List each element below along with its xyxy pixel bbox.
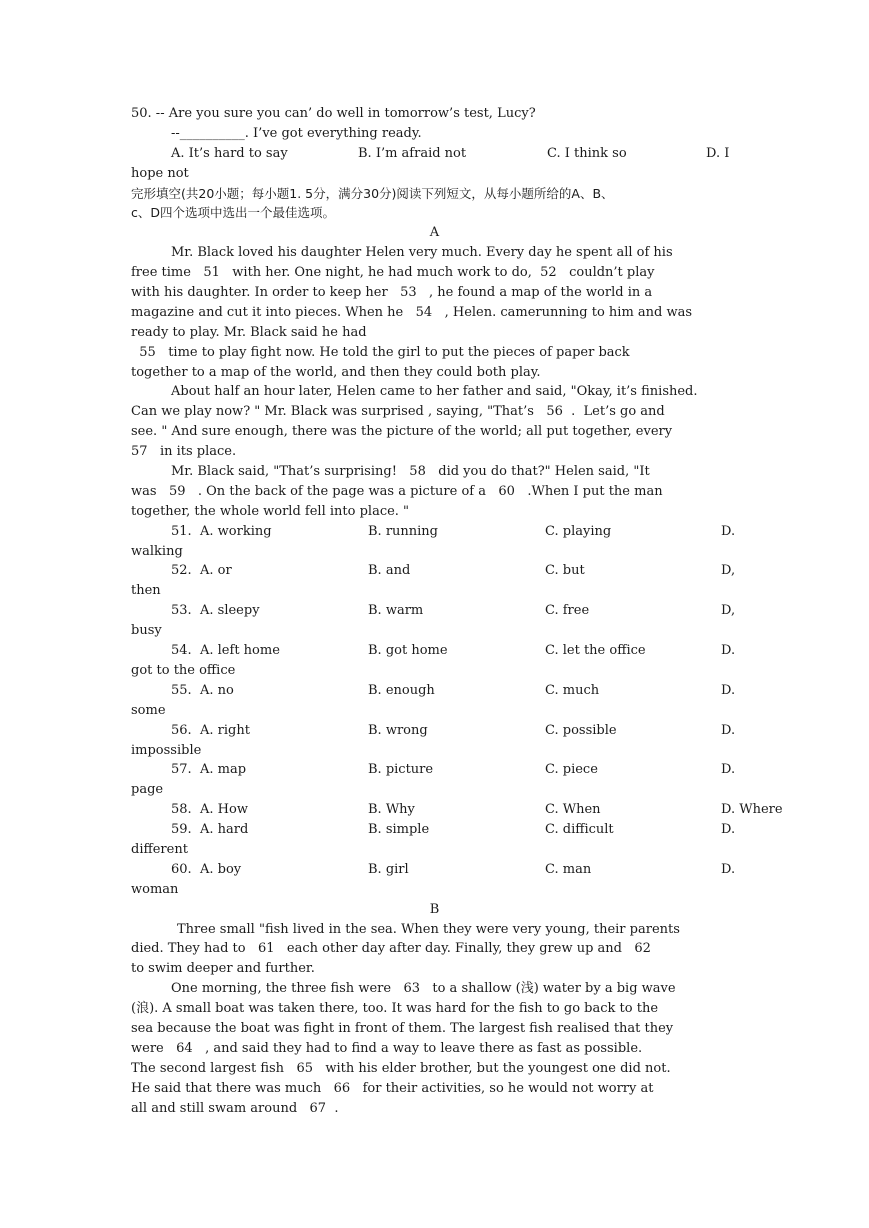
q50-reply: --__________. I’ve got everything ready. [171,125,422,141]
option-d-cont: page [131,782,164,798]
passage-a-line: free time 51 with her. One night, he had much work to do, 52 couldn’t play [131,265,655,281]
option-d-cont: busy [131,623,162,639]
passage-a-line: together to a map of the world, and then they could both play. [131,364,541,380]
option-b: B. Why [368,802,415,818]
option-c: C. man [545,861,592,877]
option-d: D. Where [721,802,783,818]
q50-option-a: A. It’s hard to say [171,145,288,161]
passage-a-line: together, the whole world fell into place. " [131,503,410,519]
option-d-cont: impossible [131,742,202,758]
question-number: 60. [171,861,192,877]
option-d: D. [721,523,736,539]
option-c: C. playing [545,523,612,539]
option-d: D. [721,643,736,659]
option-d-cont: different [131,841,188,857]
option-b: B. girl [368,861,409,877]
passage-a-line: 55 time to play fight now. He told the girl to put the pieces of paper back [131,344,630,360]
question-row [131,681,738,701]
passage-a-line: Can we play now? " Mr. Black was surprised , saying, "That’s 56 . Let’s go and [131,404,665,420]
option-d: D, [721,563,736,579]
option-d: D. [721,682,736,698]
passage-a-line: was 59 . On the back of the page was a picture of a 60 .When I put the man [131,483,663,499]
option-b: B. simple [368,822,430,838]
option-d: D. [721,762,736,778]
passage-a-heading: A [429,225,440,241]
question-number: 55. [171,682,192,698]
option-c: C. difficult [545,822,614,838]
option-b: B. running [368,523,439,539]
passage-a-line: 57 in its place. [131,444,237,460]
passage-b-line: The second largest fish 65 with his elder brother, but the youngest one did not. [131,1060,671,1076]
question-row [131,860,738,880]
questions-a [131,522,783,900]
option-a: A. sleepy [200,603,260,619]
option-b: B. and [368,563,411,579]
option-a: A. How [200,802,248,818]
question-number: 51. [171,523,192,539]
passage-b-line: He said that there was much 66 for their activities, so he would not worry at [131,1080,654,1096]
option-a: A. or [200,563,232,579]
option-a: A. map [200,762,247,778]
passage-b-line: all and still swam around 67 . [131,1100,339,1116]
option-c: C. possible [545,722,617,738]
question-number: 54. [171,643,192,659]
option-d-cont: woman [131,881,179,897]
option-b: B. enough [368,682,435,698]
option-c: C. but [545,563,585,579]
option-c: C. let the office [545,643,646,659]
passage-b-line: (浪). A small boat was taken there, too. It was hard for the fish to go back to the [131,1001,659,1017]
question-number: 53. [171,603,192,619]
passage-b-line: to swim deeper and further. [131,961,315,977]
passage-b-heading: B [429,901,440,917]
option-c: C. When [545,802,601,818]
passage-a-line: About half an hour later, Helen came to her father and said, "Okay, it’s finished. [171,384,698,400]
question-number: 58. [171,802,192,818]
q50-option-c: C. I think so [547,145,627,161]
option-b: B. wrong [368,722,428,738]
instructions-line-1: 完形填空(共20小题；每小题1. 5分，满分30分)阅读下列短文，从每小题所给的A、B、 [131,185,614,201]
passage-a-line: Mr. Black said, "That’s surprising! 58 did you do that?" Helen said, "It [171,464,650,480]
option-a: A. right [200,722,250,738]
option-a: A. working [200,523,272,539]
option-d-cont: got to the office [131,662,236,678]
question-row [131,820,738,840]
option-c: C. much [545,682,600,698]
worksheet-page [131,104,783,1118]
option-b: B. got home [368,643,448,659]
passage-b-line: were 64 , and said they had to find a way to leave there as fast as possible. [131,1040,643,1056]
passage-a-line: Mr. Black loved his daughter Helen very much. Every day he spent all of his [171,245,673,261]
question-number: 57. [171,762,192,778]
passage-a-line: ready to play. Mr. Black said he had [131,324,367,340]
passage-a-line: magazine and cut it into pieces. When he 54 , Helen. camerunning to him and was [131,304,693,320]
passage-a-line: with his daughter. In order to keep her 53 , he found a map of the world in a [131,285,653,301]
question-row [131,760,738,780]
option-a: A. left home [200,643,280,659]
passage-b-line: Three small "fish lived in the sea. When they were very young, their parents [177,921,680,937]
q50-option-b: B. I’m afraid not [358,145,467,161]
question-row [131,601,738,621]
question-row [131,561,738,581]
question-number: 56. [171,722,192,738]
q50-option-d: D. I [706,145,730,161]
option-c: C. piece [545,762,598,778]
passage-b-line: One morning, the three fish were 63 to a shallow (浅) water by a big wave [171,981,676,997]
option-a: A. boy [200,861,242,877]
option-d-cont: some [131,702,166,718]
question-row [131,721,738,741]
question-row [131,800,783,820]
passage-a-line: see. " And sure enough, there was the picture of the world; all put together, every [131,424,673,440]
question-row [131,522,738,542]
option-b: B. picture [368,762,434,778]
option-d-cont: then [131,583,161,599]
passage-b-line: sea because the boat was fight in front of them. The largest fish realised that they [131,1020,674,1036]
option-d: D, [721,603,736,619]
option-d: D. [721,722,736,738]
option-c: C. free [545,603,590,619]
q50-stem: 50. -- Are you sure you can’ do well in tomorrow’s test, Lucy? [131,106,536,121]
question-number: 59. [171,822,192,838]
option-a: A. hard [200,822,249,838]
option-d-cont: walking [131,543,183,559]
option-d: D. [721,822,736,838]
option-b: B. warm [368,603,424,619]
passage-b-line: died. They had to 61 each other day after day. Finally, they grew up and 62 [131,941,651,957]
question-number: 52. [171,563,192,579]
q50-options [131,144,738,164]
option-a: A. no [200,682,234,698]
instructions-line-2: c、D四个选项中选出一个最佳选项。 [131,205,335,221]
q50-option-d-cont: hope not [131,165,189,181]
question-row [131,641,738,661]
option-d: D. [721,861,736,877]
